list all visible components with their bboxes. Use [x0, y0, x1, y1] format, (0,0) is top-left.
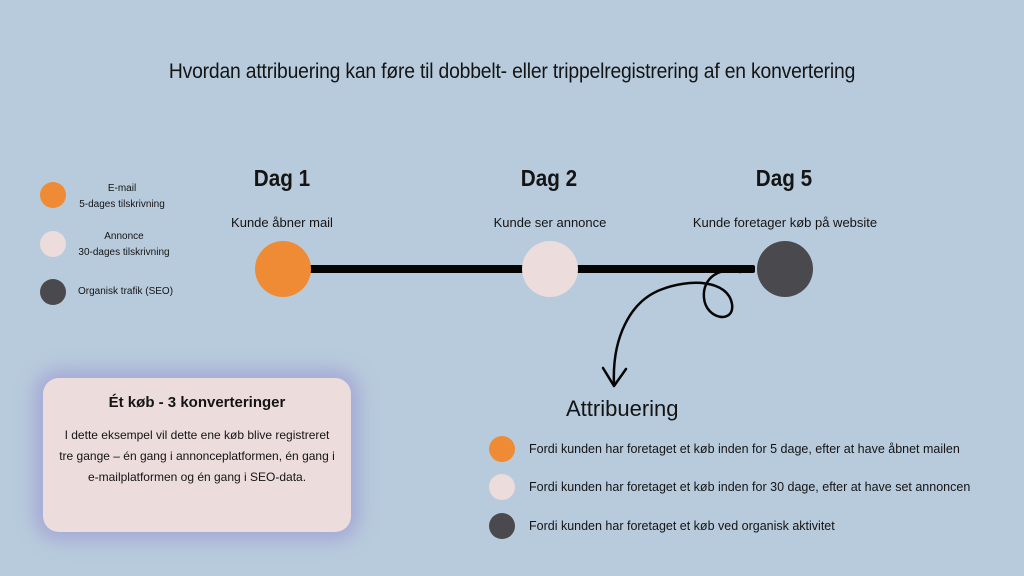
legend-annonce-window: 30-dages tilskrivning — [78, 247, 170, 258]
day-1-label: Dag 1 — [253, 165, 311, 191]
attr-organic-dot — [489, 513, 515, 539]
attr-email-dot — [489, 436, 515, 462]
attr-annonce-text: Fordi kunden har foretaget et køb inden for 30 dage, efter at have set annoncen — [529, 480, 971, 494]
legend-email-dot — [40, 182, 66, 208]
attribution-arrow — [590, 268, 750, 398]
attr-organic-text: Fordi kunden har foretaget et køb ved organisk aktivitet — [529, 519, 835, 533]
legend-annonce-label — [72, 229, 176, 261]
legend-organic-label: Organisk trafik (SEO) — [78, 286, 174, 297]
card-title: Ét køb - 3 konverteringer — [108, 394, 286, 411]
page-title: Hvordan attribuering kan føre til dobbelt- eller trippelregistrering af en konvertering — [168, 60, 856, 83]
legend-annonce-title: Annonce — [104, 231, 144, 242]
legend-email-window: 5-dages tilskrivning — [79, 199, 165, 210]
legend-organic-dot — [40, 279, 66, 305]
event-day-2: Kunde ser annonce — [493, 215, 607, 230]
info-card — [43, 378, 351, 532]
attr-annonce-dot — [489, 474, 515, 500]
event-day-5: Kunde foretager køb på website — [692, 215, 878, 230]
attribution-heading: Attribuering — [566, 396, 679, 421]
day-2-label: Dag 2 — [520, 165, 578, 191]
node-email — [255, 241, 311, 297]
legend-email-title: E-mail — [107, 183, 137, 194]
attr-email-text: Fordi kunden har foretaget et køb inden for 5 dage, efter at have åbnet mailen — [529, 442, 960, 456]
node-purchase — [757, 241, 813, 297]
legend-annonce-dot — [40, 231, 66, 257]
event-day-1: Kunde åbner mail — [231, 215, 333, 230]
day-5-label: Dag 5 — [755, 165, 813, 191]
legend-email-label — [74, 181, 170, 213]
node-annonce — [522, 241, 578, 297]
card-body: I dette eksempel vil dette ene køb blive registreret tre gange – én gang i annonceplatformen, én gang i e-mailplatformen og én gang i SEO-data. — [59, 428, 335, 484]
